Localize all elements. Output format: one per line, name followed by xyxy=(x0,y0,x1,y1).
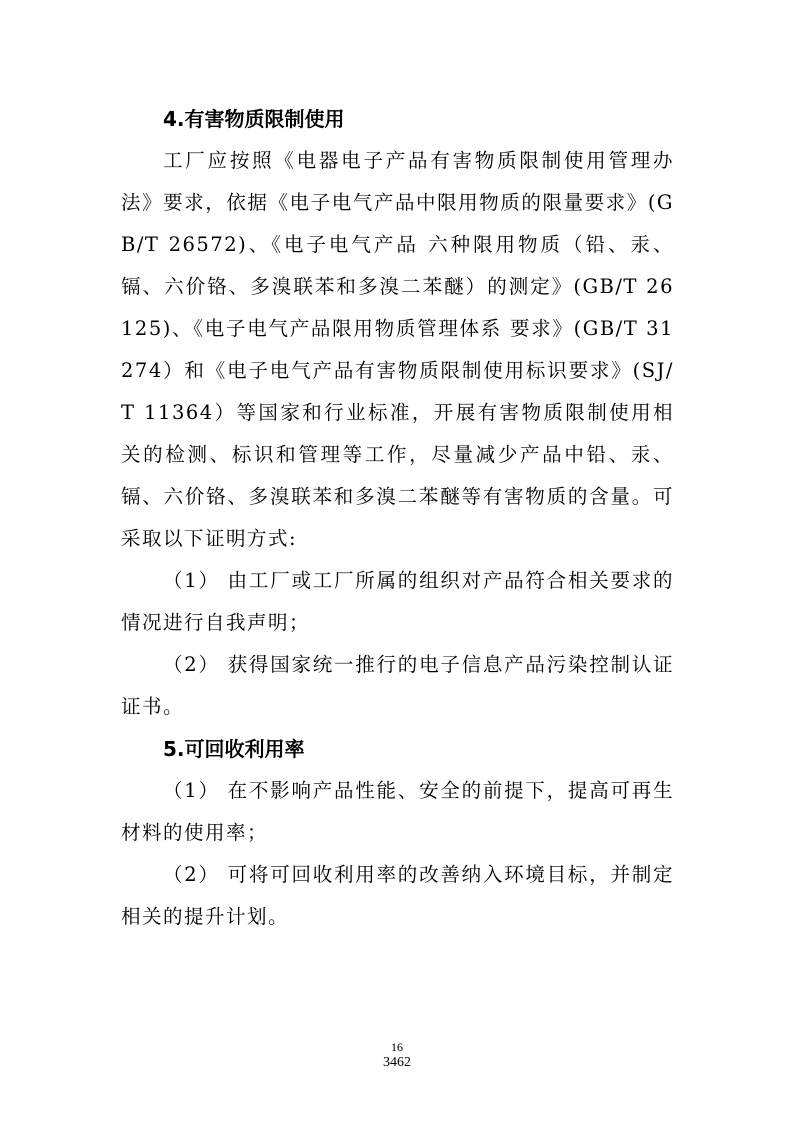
page-number: 16 xyxy=(391,1040,403,1054)
body-paragraph: （1） 由工厂或工厂所属的组织对产品符合相关要求的情况进行自我声明； xyxy=(121,569,674,634)
page-content xyxy=(121,98,674,938)
body-paragraph: （2） 可将可回收利用率的改善纳入环境目标，并制定相关的提升计划。 xyxy=(121,863,674,928)
section-recyclability xyxy=(121,728,674,938)
document-number: 3462 xyxy=(383,1055,411,1070)
body-paragraph: （2） 获得国家统一推行的电子信息产品污染控制认证证书。 xyxy=(121,653,674,718)
section-hazardous-substances xyxy=(121,98,674,728)
section-heading: 4.有害物质限制使用 xyxy=(163,107,345,131)
body-paragraph: （1） 在不影响产品性能、安全的前提下，提高可再生材料的使用率； xyxy=(121,779,674,844)
section-heading: 5.可回收利用率 xyxy=(163,737,305,761)
body-paragraph: 工厂应按照《电器电子产品有害物质限制使用管理办法》要求，依据《电子电气产品中限用物质的限量要求》(GB/T 26572)、《电子电气产品 六种限用物质（铅、汞、镉、六价铬、多溴联苯和多溴二苯醚）的测定》(GB/T 26125)、《电子电气产品限用物质管理体系 要求》(GB/T 31274）和《电子电气产品有害物质限制使用标识要求》(SJ/T 11364）等国家和行业标准，开展有害物质限制使用相关的检测、标识和管理等工作，尽量减少产品中铅、汞、镉、六价铬、多溴联苯和多溴二苯醚等有害物质的含量。可采取以下证明方式: xyxy=(121,149,674,550)
